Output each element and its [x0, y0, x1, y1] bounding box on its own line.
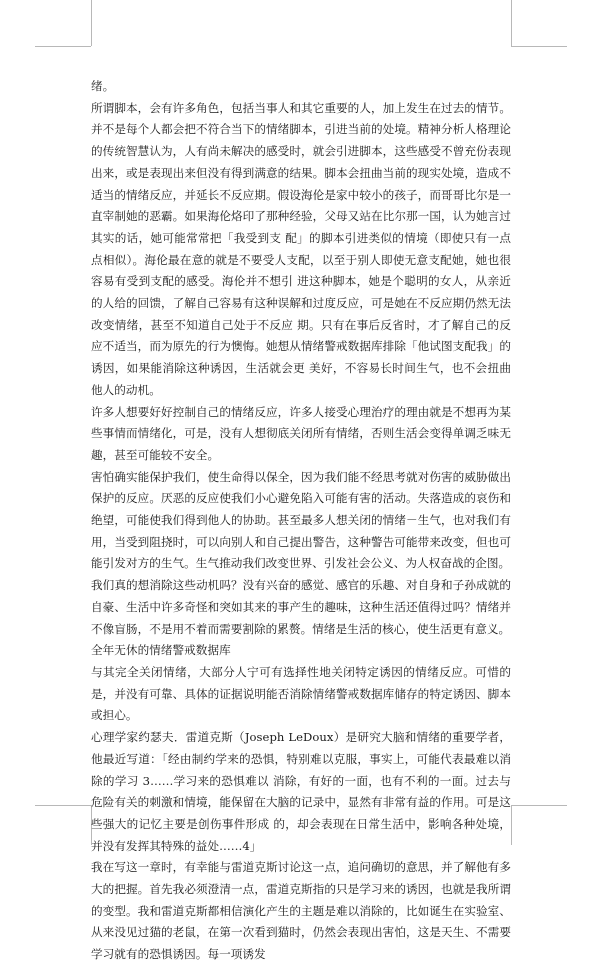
paragraph: 我在写这一章时，有幸能与雷道克斯讨论这一点，追问确切的意思，并了解他有多大的把握。首先我必须澄清一点，雷道克斯指的只是学习来的诱因，也就是我所谓 的变型。我和雷道克斯都相信演化产生的主题是难以消除的，比如诞生在实验室、从来没见过猫的老鼠，在第一次看到猫时，仍然会表现出害怕，这是天生、不需要 学习就有的恐惧诱因。每一项诱发 — [91, 860, 511, 962]
frame-right-top-mark — [511, 0, 512, 46]
frame-top-right-mark — [511, 46, 567, 47]
paragraph: 心理学家约瑟夫．雷道克斯（Joseph LeDoux）是研究大脑和情绪的重要学者，他最近写道：「经由制约学来的恐惧，特别难以克服，事实上，可能代表最难以消除的学习 3……学习来的恐惧难以 消除，有好的一面，也有不利的一面。过去与危险有关的刺激和情境，能保留在大脑的记录中，显然有非常有益的作用。可是这些强大的记忆主要是创伤事件形成 的，却会表现在日常生活中，影响各种处境，并没有发挥其特殊的益处……4」 — [91, 730, 511, 853]
frame-top-left-mark — [35, 46, 91, 47]
frame-bottom-left-mark — [35, 805, 91, 806]
frame-left-top-mark — [91, 0, 92, 46]
paragraph: 绪。 — [91, 79, 115, 93]
paragraph: 许多人想要好好控制自己的情绪反应，许多人接受心理治疗的理由就是不想再为某些事情而情绪化，可是，没有人想彻底关闭所有情绪，否则生活会变得单调乏味无趣，甚至可能较不安全。 — [91, 404, 511, 462]
paragraph: 害怕确实能保护我们，使生命得以保全，因为我们能不经思考就对伤害的威胁做出保护的反应。厌恶的反应使我们小心避免陷入可能有害的活动。失落造成的哀伤和 绝望，可能使我们得到他人的协助。甚至最多人想关闭的情绪－生气，也对我们有用，当受到阻挠时，可以向别人和自己提出警告，这种警告可能带来改变，但也可 能引发对方的生气。生气推动我们改变世界、引发社会公义、为人权奋战的企图。 — [91, 469, 511, 571]
paragraph: 与其完全关闭情绪，大部分人宁可有选择性地关闭特定诱因的情绪反应。可惜的是，并没有可靠、具体的证据说明能否消除情绪警戒数据库储存的特定诱因、脚本或担心。 — [91, 664, 511, 723]
frame-bottom-right-mark — [511, 805, 567, 806]
paragraph: 我们真的想消除这些动机吗？没有兴奋的感觉、感官的乐趣、对自身和子孙成就的自豪、生活中许多奇怪和突如其来的事产生的趣味，这种生活还值得过吗？情绪并不像盲肠，不是用不着而需要割除的累赘。情绪是生活的核心，使生活更有意义。 — [91, 578, 511, 636]
document-body — [91, 76, 511, 966]
section-heading: 全年无休的情绪警戒数据库 — [91, 643, 231, 658]
paragraph: 所谓脚本，会有许多角色，包括当事人和其它重要的人，加上发生在过去的情节。并不是每个人都会把不符合当下的情绪脚本，引进当前的处境。精神分析人格理论 的传统智慧认为，人有尚未解决的感受时，就会引进脚本，这些感受不曾充份表现出来，或是表现出来但没有得到满意的结果。脚本会扭曲当前的现实处境，造成不 适当的情绪反应，并延长不反应期。假设海伦是家中较小的孩子，而哥哥比尔是一直宰制她的恶霸。如果海伦烙印了那种经验，父母又站在比尔那一国，认为她言过其实的话，她可能常常把「我受到支 配」的脚本引进类似的情境（即使只有一点点相似）。海伦最在意的就是不要受人支配，以至于别人即使无意支配她，她也很容易有受到支配的感受。海伦并不想引 进这种脚本，她是个聪明的女人，从亲近的人给的回馈，了解自己容易有这种误解和过度反应，可是她在不反应期仍然无法改变情绪，甚至不知道自己处于不反应 期。只有在事后反省时，才了解自己的反应不适当，而为原先的行为懊悔。她想从情绪警戒数据库排除「他试图支配我」的诱因，如果能消除这种诱因，生活就会更 美好，不容易长时间生气，也不会扭曲他人的动机。 — [91, 100, 511, 397]
frame-right-bottom-mark — [511, 805, 512, 845]
